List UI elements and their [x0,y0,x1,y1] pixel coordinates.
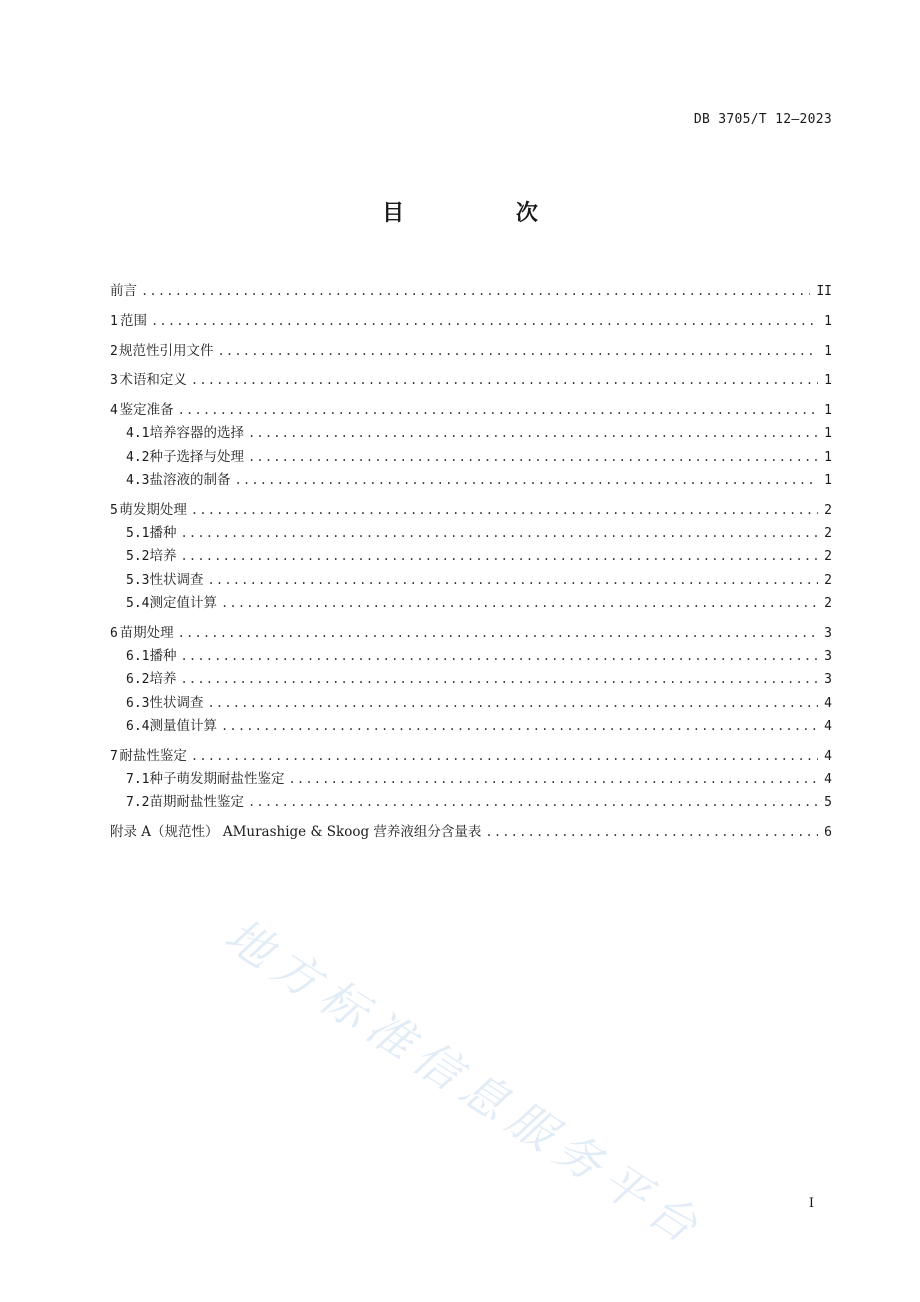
toc-entry-label: 培养 [149,548,177,565]
toc-entry-number: 7.2 [126,795,150,811]
toc-entry[interactable] [110,469,832,492]
toc-dot-leader [180,668,818,691]
toc-entry-label: 播种 [149,648,177,665]
toc-entry-number: 4.1 [126,426,150,442]
toc-entry-number: 3 [110,373,118,389]
toc-entry-label: 种子萌发期耐盐性鉴定 [149,771,285,788]
toc-entry-number: 6 [110,625,118,641]
toc-entry-page: 1 [824,473,832,489]
toc-dot-leader [248,791,818,814]
toc-dot-leader [485,821,818,844]
toc-entry-page: 4 [824,719,832,735]
toc-entry-number: 7.1 [126,772,150,788]
toc-entry[interactable] [110,545,832,568]
toc-entry-page: 2 [824,572,832,588]
toc-entry-page: 1 [824,403,832,419]
toc-dot-leader [221,592,818,615]
toc-entry-number: 5.1 [126,526,150,542]
toc-entry-page: 6 [824,825,832,841]
toc-dot-leader [191,369,818,392]
toc-dot-leader [178,399,819,422]
toc-entry-number: 2 [110,343,118,359]
toc-entry-number: 5.2 [126,549,150,565]
toc-entry[interactable] [110,522,832,545]
toc-entry[interactable] [110,791,832,814]
toc-entry-number: 5.3 [126,572,150,588]
toc-entry-label: 苗期耐盐性鉴定 [149,794,244,811]
toc-entry-number: 1 [110,313,118,329]
toc-entry-page: 3 [824,649,832,665]
toc-entry-number: 5.4 [126,596,150,612]
toc-entry[interactable] [110,499,832,522]
toc-entry-label: 附录 A（规范性） AMurashige & Skoog 营养液组分含量表 [110,824,482,841]
toc-entry[interactable] [110,692,832,715]
toc-entry[interactable] [110,369,832,392]
toc-entry-page: 1 [824,426,832,442]
toc-entry-label: 规范性引用文件 [119,342,214,359]
toc-entry-number: 4 [110,403,118,419]
toc-entry-label: 苗期处理 [119,624,174,641]
page-number: I [808,1196,814,1211]
toc-dot-leader [248,446,818,469]
toc-entry-number: 6.2 [126,672,150,688]
toc-entry-label: 培养容器的选择 [149,425,244,442]
toc-entry-number: 4.3 [126,473,150,489]
toc-entry[interactable] [110,715,832,738]
toc-entry[interactable] [110,592,832,615]
toc-entry-page: 1 [824,373,832,389]
document-code: DB 3705/T 12—2023 [693,112,832,127]
toc-entry-page: 2 [824,549,832,565]
toc-entry[interactable] [110,645,832,668]
toc-entry-number: 5 [110,502,118,518]
toc-dot-leader [207,692,818,715]
toc-entry[interactable] [110,821,832,844]
toc-entry-page: 4 [824,748,832,764]
toc-dot-leader [288,768,818,791]
toc-entry-number: 6.1 [126,649,150,665]
toc-entry-page: 5 [824,795,832,811]
toc-entry[interactable] [110,668,832,691]
toc-entry-label: 播种 [149,525,177,542]
toc-dot-leader [191,745,818,768]
toc-entry-page: 2 [824,596,832,612]
toc-dot-leader [180,645,818,668]
toc-entry-page: 1 [824,343,832,359]
toc-entry-label: 性状调查 [149,694,204,711]
toc-entry-label: 耐盐性鉴定 [119,747,187,764]
toc-dot-leader [218,340,819,363]
toc-entry-page: 2 [824,526,832,542]
toc-entry-label: 性状调查 [149,571,204,588]
toc-entry-number: 4.2 [126,449,150,465]
toc-entry-label: 范围 [120,312,147,329]
toc-entry-label: 测量值计算 [149,718,217,735]
toc-entry[interactable] [110,280,832,303]
toc-entry-page: 1 [824,313,832,329]
watermark: 地方标准信息服务平台 [215,907,715,1258]
toc-entry[interactable] [110,768,832,791]
toc-entry-label: 盐溶液的制备 [149,472,231,489]
toc-entry-page: 2 [824,502,832,518]
toc-entry-label: 培养 [149,671,177,688]
toc-dot-leader [178,622,819,645]
toc-entry-page: II [816,284,832,299]
toc-entry[interactable] [110,622,832,645]
toc-entry[interactable] [110,745,832,768]
toc-entry-label: 萌发期处理 [119,501,187,518]
toc-entry-label: 种子选择与处理 [149,448,244,465]
toc-entry[interactable] [110,310,832,333]
toc-entry[interactable] [110,569,832,592]
toc-dot-leader [191,499,818,522]
table-of-contents [110,280,832,845]
toc-entry-number: 6.3 [126,695,150,711]
toc-dot-leader [248,422,818,445]
toc-dot-leader [234,469,818,492]
toc-entry-page: 1 [824,449,832,465]
toc-entry-label: 前言 [110,283,137,299]
toc-entry-number: 7 [110,748,118,764]
toc-entry-page: 4 [824,772,832,788]
toc-dot-leader [180,545,818,568]
toc-dot-leader [207,569,818,592]
toc-entry-page: 3 [824,672,832,688]
toc-dot-leader [151,310,818,333]
toc-entry-label: 术语和定义 [119,372,187,389]
toc-entry-page: 4 [824,695,832,711]
toc-dot-leader [180,522,818,545]
toc-entry-number: 6.4 [126,719,150,735]
toc-entry-label: 鉴定准备 [119,402,174,419]
toc-entry[interactable] [110,399,832,422]
toc-entry[interactable] [110,340,832,363]
toc-entry[interactable] [110,446,832,469]
toc-entry-page: 3 [824,625,832,641]
page-title: 目 次 [382,201,590,226]
toc-dot-leader [221,715,818,738]
toc-entry[interactable] [110,422,832,445]
toc-dot-leader [141,280,810,303]
toc-entry-label: 测定值计算 [149,595,217,612]
